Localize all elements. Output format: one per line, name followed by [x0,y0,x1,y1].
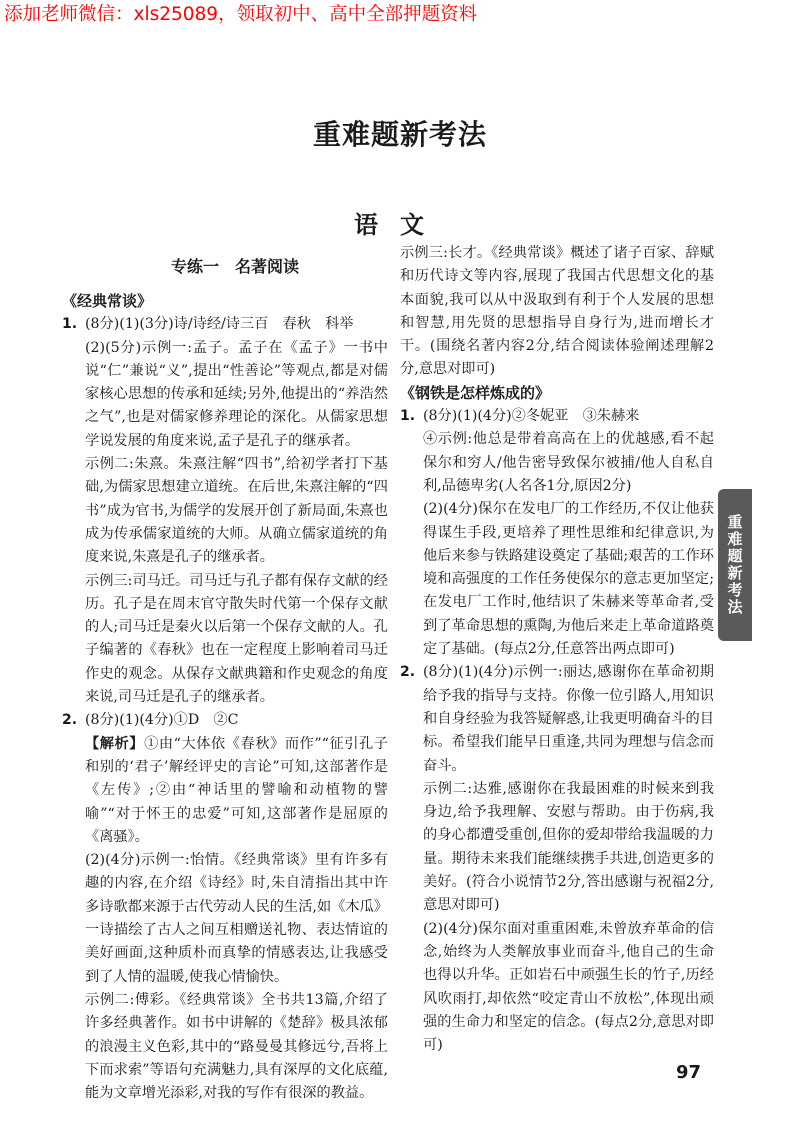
side-section-tab: 重难题新考法 [718,489,752,641]
question-number: 2. [400,664,416,681]
b1-q2-example2: 示例二:傅彩。《经典常谈》全书共13篇,介绍了许多经典著作。如书中讲解的《楚辞》极具浓郁的浪漫主义色彩,其中的“路曼曼其修远兮,吾将上下而求索”等语句充满魅力,具有深厚的文化底蕴,能为文章增光添彩,对我的写作有很深的教益。 [85,991,388,1102]
right-column [400,242,714,1057]
b2-q1-part1: 1. (8分)(1)(4分)②冬妮亚 ③朱赫来 [400,405,714,428]
b2-q1-part2: (2)(4分)保尔在发电厂的工作经历,不仅让他获得谋生手段,更培养了理性思维和纪律意识,为他后来参与铁路建设奠定了基础;艰苦的工作环境和高强度的工作任务使保尔的意志更加坚定;在发电厂工作时,他结识了朱赫来等革命者,受到了革命思想的熏陶,为他后来走上革命道路奠定了基础。(每点2分,任意答出两点即可) [423,501,714,658]
book-title-gangtie: 《钢铁是怎样炼成的》 [400,383,551,402]
b1-q1-example2: 示例二:朱熹。朱熹注解“四书”,给初学者打下基础,为儒家思想建立道统。在后世,朱熹注解的“四书”成为官书,为儒学的发展开创了新局面,朱熹也成为传承儒家道统的大师。从确立儒家道统的角度来说,朱熹是孔子的继承者。 [85,456,388,566]
analysis-label: 【解析】 [85,735,145,752]
b1-q2-analysis: 【解析】①由“大体依《春秋》而作”“征引孔子和别的‘君子’解经评史的言论”可知,这部著作是《左传》;②由“神话里的譬喻和动植物的譬喻”“对于怀王的忠爱”可知,这部著作是屈原的《离骚》。 [85,735,388,845]
b1-q1-part1: 1. (8分)(1)(3分)诗/诗经/诗三百 春秋 科举 [62,313,388,336]
b2-q2-part1: 2. (8分)(1)(4分)示例一:丽达,感谢你在革命初期给予我的指导与支持。你像一位引路人,用知识和自身经验为我答疑解惑,让我更明确奋斗的目标。希望我们能早日重逢,共同为理想与信念而奋斗。 [400,661,714,777]
b2-q1-part1b: ④示例:他总是带着高高在上的优越感,看不起保尔和穷人/他告密导致保尔被捕/他人自私自利,品德卑劣(人名各1分,原因2分) [423,431,714,494]
question-number: 2. [62,712,78,729]
left-column [62,242,388,1105]
b1-q2-example3: 示例三:长才。《经典常谈》概述了诸子百家、辞赋和历代诗文等内容,展现了我国古代思想文化的基本面貌,我可以从中汲取到有利于个人发展的思想和智慧,用先贤的思想指导自身行为,进而增长才干。(围绕名著内容2分,结合阅读体验阐述理解2分,意思对即可) [400,245,714,378]
watermark-banner: 添加老师微信：xls25089，领取初中、高中全部押题资料 [4,4,478,25]
book-title-jingdian: 《经典常谈》 [62,292,153,310]
b1-q1-part2: (2)(5分)示例一:孟子。孟子在《孟子》一书中说“仁”兼说“义”,提出“性善论”等观点,都是对儒家核心思想的传承和延续;另外,他提出的“养浩然之气”,也是对儒家修养理论的深化。从儒家思想学说发展的角度来说,孟子是孔子的继承者。 [85,339,388,449]
question-number: 1. [400,408,416,425]
subject-heading: 语文 [354,211,446,239]
page-title: 重难题新考法 [312,118,487,151]
question-number: 1. [62,316,78,333]
section-title: 专练一 名著阅读 [170,257,299,276]
page-number: 97 [676,1062,702,1083]
b1-q1-example3: 示例三:司马迁。司马迁与孔子都有保存文献的经历。孔子是在周末官守散失时代第一个保存文献的人;司马迁是秦火以后第一个保存文献的人。孔子编著的《春秋》也在一定程度上影响着司马迁作史的观念。从保存文献典籍和作史观念的角度来说,司马迁是孔子的继承者。 [85,572,388,706]
b1-q2-part2: (2)(4分)示例一:怡情。《经典常谈》里有许多有趣的内容,在介绍《诗经》时,朱自清指出其中许多诗歌都来源于古代劳动人民的生活,如《木瓜》一诗描绘了古人之间互相赠送礼物、表达情谊的美好画面,这种质朴而真挚的情感表达,让我感受到了人情的温暖,使我心情愉快。 [85,852,388,985]
b2-q2-part2: (2)(4分)保尔面对重重困难,未曾放弃革命的信念,始终为人类解放事业而奋斗,他自己的生命也得以升华。正如岩石中顽强生长的竹子,历经风吹雨打,却依然“咬定青山不放松”,体现出顽强的生命力和坚定的信念。(每点2分,意思对即可) [423,920,714,1054]
b1-q2-part1: 2. (8分)(1)(4分)①D ②C [62,709,388,732]
b2-q2-example2: 示例二:达雅,感谢你在我最困难的时候来到我身边,给予我理解、安慰与帮助。由于伤病,我的身心都遭受重创,但你的爱却带给我温暖的力量。期待未来我们能继续携手共进,创造更多的美好。(符合小说情节2分,答出感谢与祝福2分,意思对即可) [423,780,714,914]
